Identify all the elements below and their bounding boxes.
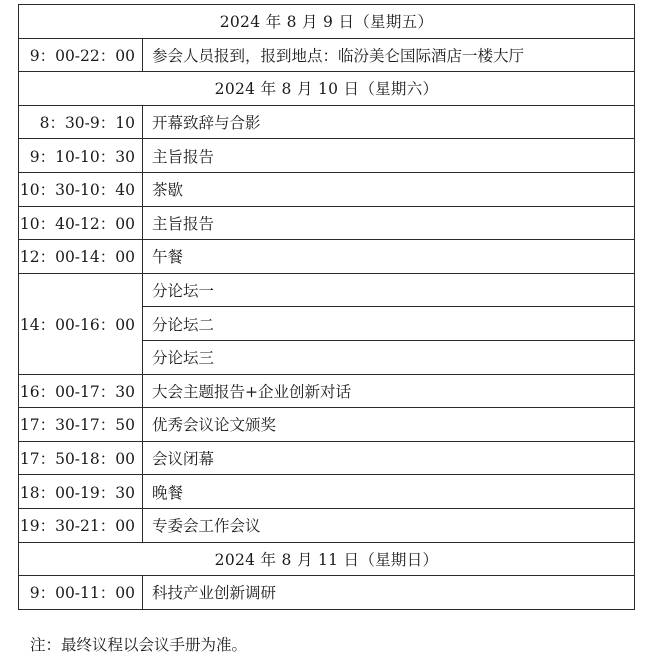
table-row (19, 508, 635, 542)
event-cell: 优秀会议论文颁奖 (143, 408, 635, 442)
time-cell: 10：40-12：00 (19, 206, 143, 240)
table-row (19, 38, 635, 72)
event-cell: 参会人员报到，报到地点：临汾美仑国际酒店一楼大厅 (143, 38, 635, 72)
agenda-table (18, 4, 635, 610)
time-cell: 9：10-10：30 (19, 139, 143, 173)
event-cell: 晚餐 (143, 475, 635, 509)
time-cell: 9：00-11：00 (19, 576, 143, 610)
event-cell: 午餐 (143, 240, 635, 274)
time-cell: 8：30-9：10 (19, 105, 143, 139)
event-cell: 会议闭幕 (143, 441, 635, 475)
day-header: 2024 年 8 月 11 日（星期日） (19, 542, 635, 576)
time-cell: 16：00-17：30 (19, 374, 143, 408)
time-cell: 19：30-21：00 (19, 508, 143, 542)
day-header: 2024 年 8 月 9 日（星期五） (19, 5, 635, 39)
table-row (19, 273, 635, 307)
time-cell: 18：00-19：30 (19, 475, 143, 509)
table-row (19, 206, 635, 240)
table-row (19, 105, 635, 139)
event-cell: 主旨报告 (143, 206, 635, 240)
footnote: 注：最终议程以会议手册为准。 (30, 636, 248, 654)
table-row (19, 576, 635, 610)
time-cell: 17：50-18：00 (19, 441, 143, 475)
time-cell: 17：30-17：50 (19, 408, 143, 442)
day-header-row (19, 542, 635, 576)
table-row (19, 172, 635, 206)
day-header-row (19, 5, 635, 39)
table-row (19, 240, 635, 274)
day-header-row (19, 72, 635, 106)
time-cell: 10：30-10：40 (19, 172, 143, 206)
table-row (19, 441, 635, 475)
event-cell: 科技产业创新调研 (143, 576, 635, 610)
table-row (19, 475, 635, 509)
day-header: 2024 年 8 月 10 日（星期六） (19, 72, 635, 106)
event-cell: 主旨报告 (143, 139, 635, 173)
table-row (19, 139, 635, 173)
event-cell: 大会主题报告+企业创新对话 (143, 374, 635, 408)
time-cell: 14：00-16：00 (19, 273, 143, 374)
time-cell: 9：00-22：00 (19, 38, 143, 72)
event-cell: 专委会工作会议 (143, 508, 635, 542)
forum-cell: 分论坛一 (143, 273, 635, 307)
table-row (19, 408, 635, 442)
forum-cell: 分论坛二 (143, 307, 635, 341)
time-cell: 12：00-14：00 (19, 240, 143, 274)
event-cell: 开幕致辞与合影 (143, 105, 635, 139)
forum-cell: 分论坛三 (143, 340, 635, 374)
table-row (19, 374, 635, 408)
event-cell: 茶歇 (143, 172, 635, 206)
